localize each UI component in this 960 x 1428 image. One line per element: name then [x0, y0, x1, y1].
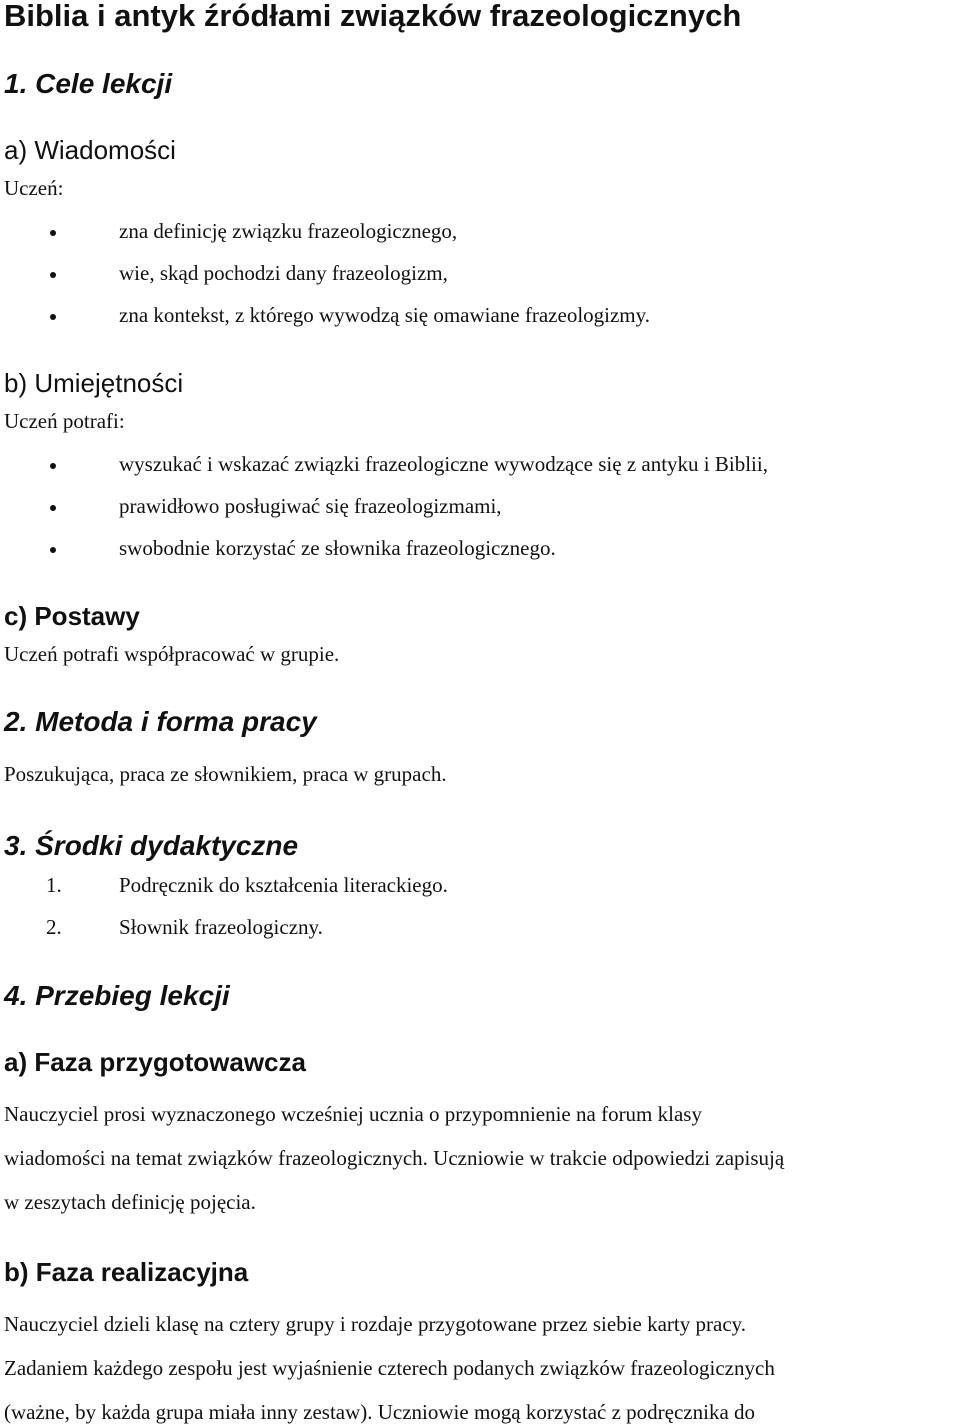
skills-intro: Uczeń potrafi:	[4, 409, 125, 433]
attitudes-text: Uczeń potrafi współpracować w grupie.	[4, 642, 340, 666]
list-item: zna definicję związku frazeologicznego,	[119, 219, 458, 243]
paragraph-line: (ważne, by każda grupa miała inny zestaw). Uczniowie mogą korzystać z podręcznika do	[4, 1400, 756, 1424]
list-item: swobodnie korzystać ze słownika frazeologicznego.	[119, 536, 556, 560]
list-item: wie, skąd pochodzi dany frazeologizm,	[119, 261, 448, 285]
bullet-icon	[50, 314, 56, 320]
list-item: prawidłowo posługiwać się frazeologizmami,	[119, 494, 502, 518]
bullet-icon	[50, 230, 56, 236]
subheading-skills: b) Umiejętności	[4, 368, 184, 398]
bullet-icon	[50, 547, 56, 553]
knowledge-intro: Uczeń:	[4, 176, 64, 200]
subheading-knowledge: a) Wiadomości	[4, 135, 176, 165]
list-number: 1.	[46, 873, 62, 897]
paragraph-line: w zeszytach definicję pojęcia.	[4, 1190, 256, 1214]
section-heading-means: 3. Środki dydaktyczne	[4, 830, 299, 861]
list-item: Podręcznik do kształcenia literackiego.	[119, 873, 448, 897]
section-heading-lesson-flow: 4. Przebieg lekcji	[4, 980, 230, 1011]
list-number: 2.	[46, 915, 62, 939]
paragraph-line: wiadomości na temat związków frazeologicznych. Uczniowie w trakcie odpowiedzi zapisują	[4, 1146, 785, 1170]
list-item: Słownik frazeologiczny.	[119, 915, 323, 939]
bullet-icon	[50, 505, 56, 511]
subheading-preparation: a) Faza przygotowawcza	[4, 1047, 306, 1077]
subheading-attitudes: c) Postawy	[4, 601, 140, 631]
paragraph-line: Zadaniem każdego zespołu jest wyjaśnienie czterech podanych związków frazeologicznych	[4, 1356, 775, 1380]
paragraph-line: Nauczyciel dzieli klasę na cztery grupy i rozdaje przygotowane przez siebie karty pracy.	[4, 1312, 747, 1336]
paragraph-line: Nauczyciel prosi wyznaczonego wcześniej ucznia o przypomnienie na forum klasy	[4, 1102, 702, 1126]
section-heading-method: 2. Metoda i forma pracy	[4, 706, 317, 737]
list-item: zna kontekst, z którego wywodzą się omawiane frazeologizmy.	[119, 303, 651, 327]
bullet-icon	[50, 463, 56, 469]
section-heading-goals: 1. Cele lekcji	[4, 68, 173, 99]
list-item: wyszukać i wskazać związki frazeologiczne wywodzące się z antyku i Biblii,	[119, 452, 768, 476]
method-text: Poszukująca, praca ze słownikiem, praca w grupach.	[4, 762, 447, 786]
bullet-icon	[50, 272, 56, 278]
subheading-realization: b) Faza realizacyjna	[4, 1257, 249, 1287]
document-title: Biblia i antyk źródłami związków frazeologicznych	[4, 0, 742, 33]
